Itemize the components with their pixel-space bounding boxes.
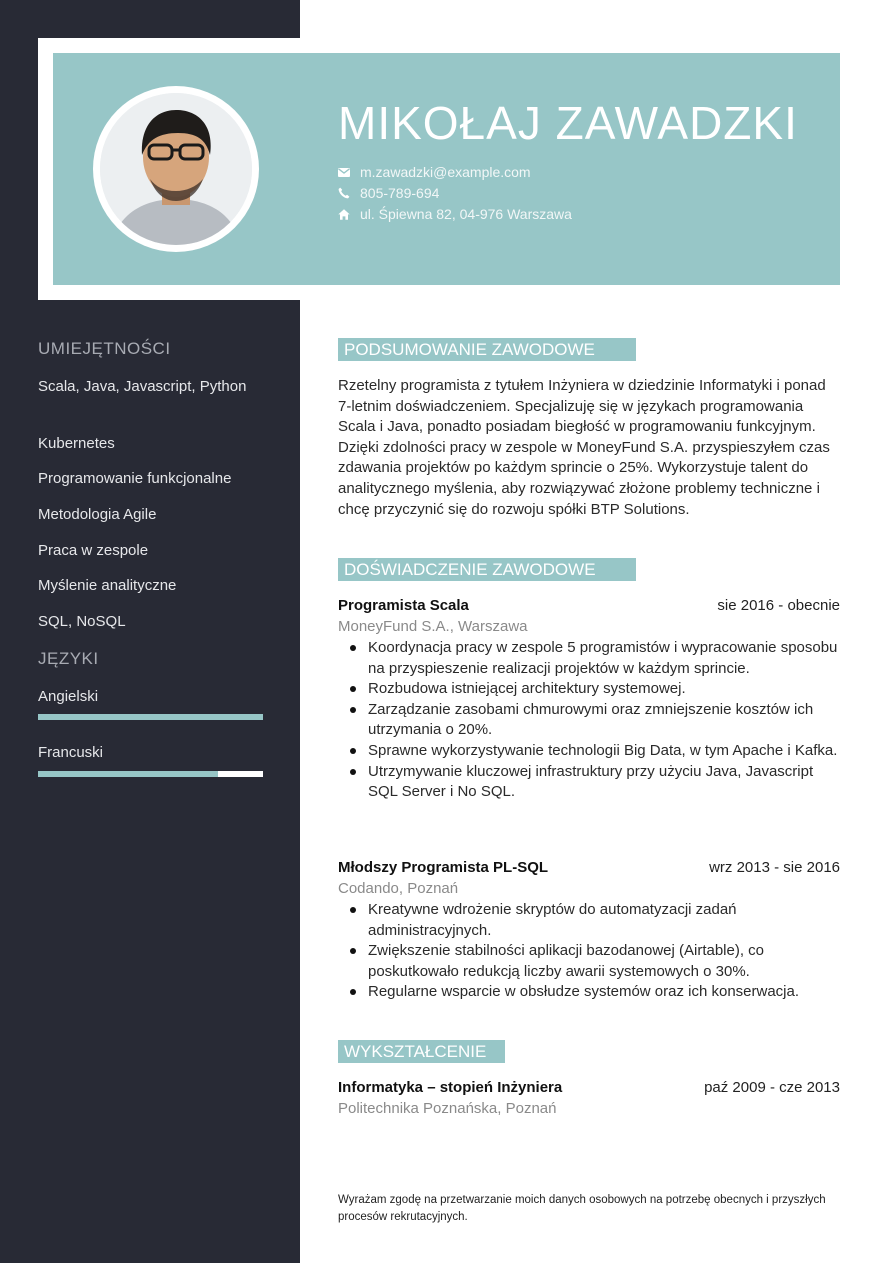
mail-icon (338, 168, 360, 177)
language-name-french: Francuski (38, 744, 104, 761)
contact-phone (338, 185, 439, 201)
job-bullet-list (338, 638, 843, 803)
list-item: Regularne wsparcie w obsłudze systemów oraz ich konserwacja. (338, 982, 843, 1003)
education-school: Politechnika Poznańska, Poznań (338, 1100, 557, 1117)
list-item: Koordynacja pracy w zespole 5 programistów i wypracowanie sposobu na przyspieszenie realizacji projektów w każdym sprincie. (338, 638, 843, 679)
summary-heading: PODSUMOWANIE ZAWODOWE (338, 338, 636, 361)
phone-icon (338, 187, 360, 199)
language-name-english: Angielski (38, 688, 99, 705)
address-text: ul. Śpiewna 82, 04-976 Warszawa (360, 206, 572, 222)
skills-heading: UMIEJĘTNOŚCI (38, 339, 171, 358)
skill-item: SQL, NoSQL (38, 613, 126, 630)
languages-heading: JĘZYKI (38, 649, 99, 668)
education-heading: WYKSZTAŁCENIE (338, 1040, 505, 1063)
job-bullet-list (338, 900, 843, 1003)
skill-item: Myślenie analityczne (38, 577, 177, 594)
education-title: Informatyka – stopień Inżyniera (338, 1079, 563, 1096)
list-item: Zarządzanie zasobami chmurowymi oraz zmniejszenie kosztów ich utrzymania o 20%. (338, 700, 843, 741)
language-level-bar-french (38, 771, 263, 777)
candidate-name: MIKOŁAJ ZAWADZKI (338, 97, 798, 149)
skill-item: Scala, Java, Javascript, Python (38, 378, 247, 395)
list-item: Rozbudowa istniejącej architektury systemowej. (338, 679, 843, 700)
summary-text: Rzetelny programista z tytułem Inżyniera w dziedzinie Informatyki i ponad 7-letnim doświadczeniem. Specjalizuję się w językach programowania Scala i Java, ponadto posiadam biegłość w programowaniu funkcyjnym. Dzięki zdolności pracy w zespole w MoneyFund S.A. przyspieszyłem czas zdawania projektów po każdym sprincie o 25%. Wykorzystuje talent do analitycznego myślenia, aby rozwiązywać złożone problemy techniczne i chcę przyczynić się do rozwoju spółki BTP Solutions. (338, 377, 830, 518)
language-level-bar-english (38, 714, 263, 720)
profile-photo (100, 93, 252, 245)
job-company: MoneyFund S.A., Warszawa (338, 618, 528, 635)
skill-item: Programowanie funkcjonalne (38, 470, 232, 487)
list-item: Kreatywne wdrożenie skryptów do automatyzacji zadań administracyjnych. (338, 900, 843, 941)
phone-text[interactable]: 805-789-694 (360, 185, 440, 201)
skill-item: Praca w zespole (38, 542, 149, 559)
language-level-fill (38, 771, 218, 777)
list-item: Utrzymywanie kluczowej infrastruktury przy użyciu Java, Javascript SQL Server i No SQL. (338, 762, 843, 803)
person-avatar-icon (100, 93, 252, 245)
experience-heading: DOŚWIADCZENIE ZAWODOWE (338, 558, 636, 581)
language-level-fill (38, 714, 263, 720)
email-text[interactable]: m.zawadzki@example.com (360, 164, 531, 180)
list-item: Zwiększenie stabilności aplikacji bazodanowej (Airtable), co poskutkowało redukcją liczby awarii systemowych o 30%. (338, 941, 843, 982)
skill-item: Kubernetes (38, 435, 115, 452)
home-icon (338, 209, 360, 220)
job-title: Młodszy Programista PL-SQL (338, 859, 549, 876)
contact-email (338, 164, 531, 180)
job-date: sie 2016 - obecnie (717, 597, 840, 614)
skill-item: Metodologia Agile (38, 506, 157, 523)
job-date: wrz 2013 - sie 2016 (709, 859, 840, 876)
gdpr-consent-clause: Wyrażam zgodę na przetwarzanie moich danych osobowych na potrzebę obecnych i przyszłych procesów rekrutacyjnych. (338, 1194, 826, 1223)
education-date: paź 2009 - cze 2013 (704, 1079, 840, 1096)
list-item: Sprawne wykorzystywanie technologii Big Data, w tym Apache i Kafka. (338, 741, 843, 762)
contact-address (338, 206, 572, 222)
job-company: Codando, Poznań (338, 880, 459, 897)
job-title: Programista Scala (338, 597, 469, 614)
